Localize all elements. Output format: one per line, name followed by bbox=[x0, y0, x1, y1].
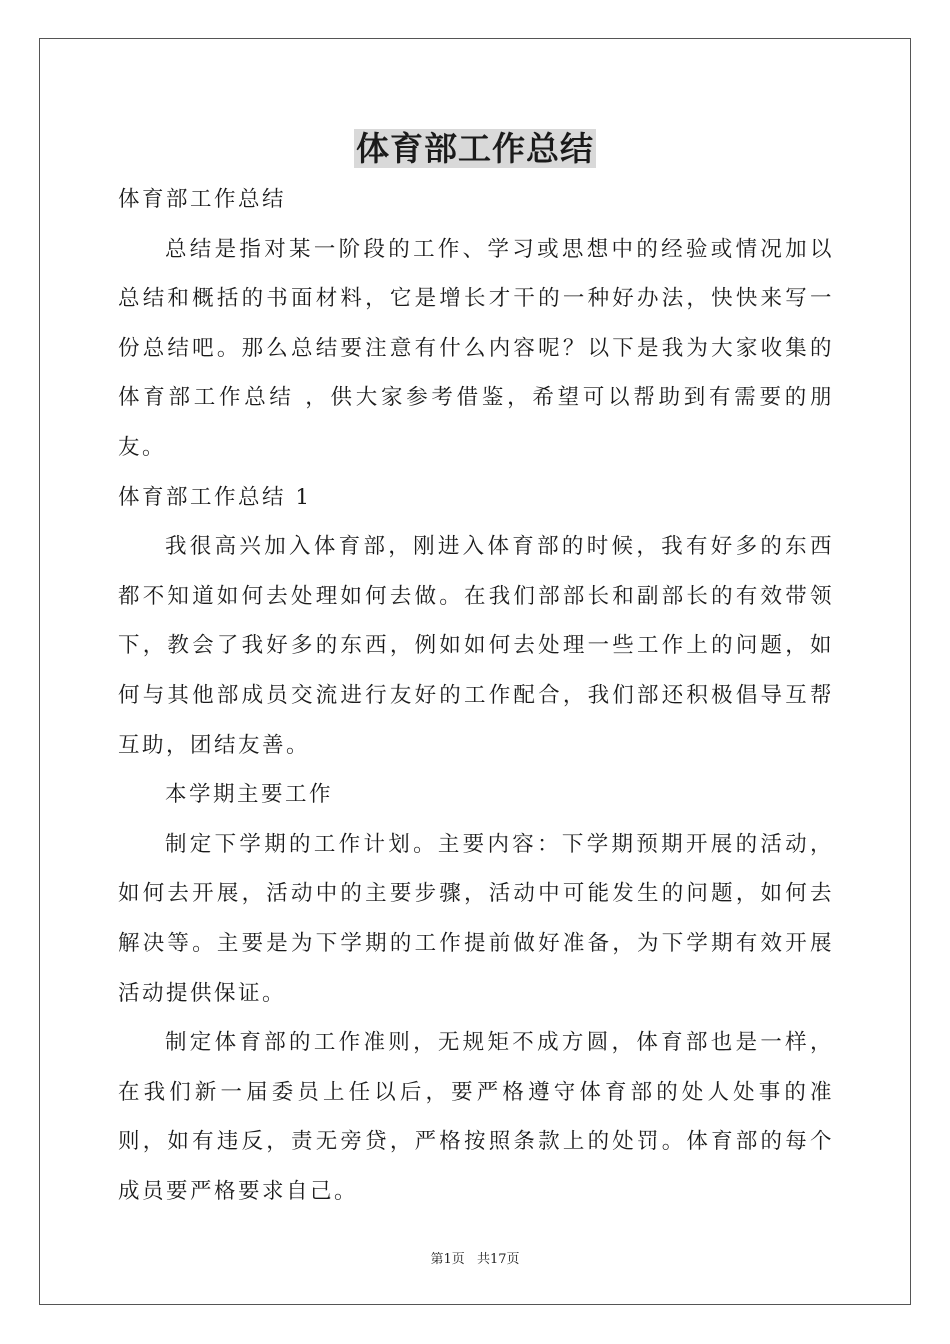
body-paragraph-4: 制定体育部的工作准则，无规矩不成方圆，体育部也是一样，在我们新一届委员上任以后，要严格遵守体育部的处人处事的准则，如有违反，责无旁贷，严格按照条款上的处罚。体育部的每个成员要严格要求自己。 bbox=[118, 1030, 834, 1204]
body-paragraph-1: 我很高兴加入体育部，刚进入体育部的时候，我有好多的东西都不知道如何去处理如何去做。在我们部部长和副部长的有效带领下，教会了我好多的东西，例如如何去处理一些工作上的问题，如何与其他部成员交流进行友好的工作配合，我们部还积极倡导互帮互助，团结友善。 bbox=[118, 534, 834, 758]
page-number-total: 共17页 bbox=[476, 1252, 520, 1267]
section-heading: 体育部工作总结 1 bbox=[118, 484, 312, 510]
page-footer bbox=[0, 1248, 950, 1267]
document-body bbox=[118, 175, 834, 1216]
body-paragraph-3: 制定下学期的工作计划。主要内容：下学期预期开展的活动，如何去开展，活动中的主要步骤，活动中可能发生的问题，如何去解决等。主要是为下学期的工作提前做好准备，为下学期有效开展活动提供保证。 bbox=[118, 831, 834, 1006]
intro-paragraph: 总结是指对某一阶段的工作、学习或思想中的经验或情况加以总结和概括的书面材料，它是增长才干的一种好办法，快快来写一份总结吧。那么总结要注意有什么内容呢？以下是我为大家收集的体育部工作总结 ，供大家参考借鉴，希望可以帮助到有需要的朋友。 bbox=[118, 236, 834, 460]
body-paragraph-2: 本学期主要工作 bbox=[165, 782, 334, 808]
document-title: 体育部工作总结 bbox=[356, 129, 594, 168]
document-title-block bbox=[0, 128, 950, 170]
page-number-current: 第1页 bbox=[430, 1252, 465, 1267]
document-subtitle: 体育部工作总结 bbox=[118, 187, 287, 212]
